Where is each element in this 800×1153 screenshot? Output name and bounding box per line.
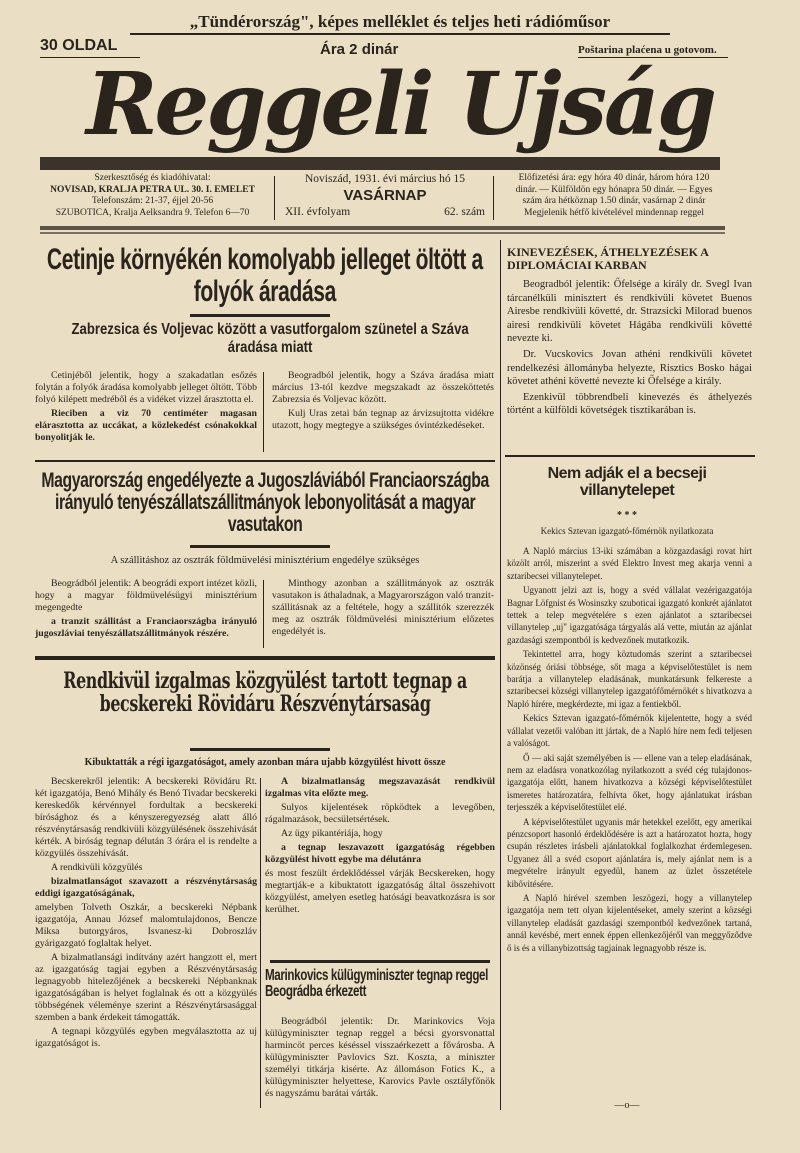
- divider: [505, 455, 755, 457]
- office-line: NOVISAD, KRALJA PETRA UL. 30. I. EMELET: [50, 184, 255, 195]
- divider: [493, 176, 494, 220]
- divider: [270, 960, 490, 963]
- office-line: Szerkesztőség és kiadóhivatal:: [94, 173, 211, 183]
- paragraph: Beogradból jelentik, hogy a Száva áradása miatt március 13-tól kezdve megszakadt az összeköttetés Zabrezsia és Voljevac között.: [272, 370, 494, 405]
- subheadline-rovidaru: Kibuktatták a régi igazgatóságot, amely azonban mára ujabb közgyülést hivott össze: [84, 757, 446, 768]
- paragraph: amelyben Tolveth Oszkár, a becskereki Népbank igazgatója, Annau József malomtulajdonos, Bencze Miksa butorgyáros, Isvanesz-ki Dobroszláv gyárigazgató foglaltak helyet.: [35, 902, 257, 949]
- office-line: Telefonszám: 21-37, éjjel 20-56: [91, 196, 214, 206]
- paragraph: Az ügy pikantériája, hogy: [281, 828, 383, 839]
- paragraph: A bizalmatlanság megszavazását rendkivül izgalmas vita előzte meg.: [265, 776, 495, 799]
- article-column: [265, 1016, 495, 1102]
- paragraph: bizalmatlanságot szavazott a részvénytársaság eddigi igazgatóságának,: [35, 876, 257, 899]
- paragraph: Sulyos kijelentések röpködtek a levegőben, rágalmazások, becsületsértések.: [265, 802, 495, 825]
- paragraph: Tekintettel arra, hogy köztudomás szerint a sztaribecsei közönség óriási többsége, sőt maga a képviselőtestület is nem barátja a villanytelep eladásának, munkatársunk felkereste a sztaribecsei községi villanytelep igazgatófőmérnökét s hivatkozva a Napló hírére, megkérdezte, mi igaz a fentiekből.: [507, 649, 752, 709]
- subheadline-magyarorszag: A szállitáshoz az osztrák földmüvelési minisztérium engedélye szükséges: [110, 555, 420, 566]
- paragraph: a tegnap leszavazott igazgatóság régebben közgyülést hivott egybe ma délutánra: [265, 842, 495, 865]
- divider: [274, 176, 275, 220]
- article-column: [272, 370, 494, 434]
- paragraph: és most feszült érdeklődéssel várják Becskereken, hogy megtartják-e a kibuktatott igazgatóság által összehivott közgyülést, amelyen esetleg hatósági beavatkozásra is sor kerülhet.: [265, 868, 495, 915]
- issue-day: VASÁRNAP: [343, 187, 427, 204]
- divider: [35, 656, 495, 660]
- headline-marinkovics: Marinkovics külügyminiszter tegnap reggel Beográdba érkezett: [265, 967, 489, 1001]
- page-count: 30 OLDAL: [40, 37, 118, 54]
- article-column: [35, 776, 257, 1052]
- paragraph: Beográdból jelentik: A beográdi export intézet közli, hogy a magyar földmüvelésügyi minisztérium megengedte: [35, 578, 257, 613]
- divider: [260, 778, 261, 1108]
- office-line: SZUBOTICA, Kralja Aelksandra 9. Telefon 6—70: [55, 207, 250, 218]
- paragraph: Cetinjéből jelentik, hogy a szakadatlan esőzés folytán a folyók áradása komolyabb jelleget öltött. Több folyó kilépett medréből és a vidéket vizzel árasztotta el.: [35, 370, 257, 405]
- divider: [190, 314, 330, 317]
- issue-date: Noviszád, 1931. évi március hó 15: [304, 173, 465, 185]
- article-column: [507, 278, 752, 420]
- divider: [263, 580, 264, 648]
- paragraph: A Napló hírével szemben leszögezi, hogy a villanytelep igazgatója nem tett olyan kijelentéseket, amely szerint a községi villanytelep eladását gazdasági szempontból kedvezőnek tartaná, annál kevésbé, mert ennek éppen ellenkezőjéről van meggyőződve ő is és a villanybizottság tagjainak legnagyobb része is.: [507, 892, 752, 953]
- article-column: [35, 578, 257, 642]
- paragraph: Becskerekről jelentik: A becskereki Rövidáru Rt. két igazgatója, Benó Mihály és Benó Tivadar becskereki kereskedők kérvénnyel fordultak a becskereki bírósághoz és a kényszeregyezség alatt álló részvénytársaság rendkivüli közgyülésének összehivását kérték. A biróság tegnap délután 3 órára el is rendelte a közgyülés összehivását.: [35, 776, 257, 859]
- paragraph: A tegnapi közgyülés egyben megválasztotta az uj igazgatóságot is.: [35, 1026, 257, 1049]
- separator-stars: * * *: [617, 510, 637, 521]
- article-column: [35, 370, 257, 446]
- subscription-line: szám ára hétköznap 1.50 dinár, vasárnap 2 dinár: [522, 196, 706, 206]
- double-rule: [40, 226, 725, 230]
- paragraph: Ezenkivül többrendbeli kinevezés és áthelyezés történt a külföldi követségek tisztikarában is.: [507, 391, 752, 417]
- office-info: [35, 173, 270, 219]
- volume: XII. évfolyam: [285, 206, 351, 218]
- paragraph: a tranzit szállitást a Franciaországba irányuló jugoszláviai tenyészállatszállitmányok részére.: [35, 616, 257, 639]
- paragraph: Ugyanott jelzi azt is, hogy a svéd vállalat vezérigazgatója Bagnar Löfgnist és Wosinszky szuboticai igazgató konkrét ajánlatot tettek a telep megvételére s ezen ajánlatot a sztaribecsei villanytelep „uj" igazgatósága tárgyalás alá vette, miután az ajánlat gazdasági szempontból is kedvezőnek mutatkozik.: [507, 585, 752, 645]
- divider: [35, 460, 495, 462]
- masthead-bar: [40, 157, 720, 170]
- subscription-line: Megjelenik hétfő kivételével mindennap reggel: [524, 207, 704, 218]
- double-rule: [40, 232, 725, 234]
- headline-magyarorszag: Magyarország engedélyezte a Jugoszláviából Franciaországba irányuló tenyészállatszállitmányok lebonyolitását a magyar vasutakon: [41, 469, 489, 537]
- paragraph: Beográdból jelentik: Dr. Marinkovics Voja külügyminiszter tegnap reggel a bécsi gyorsvonattal harmincöt perces késéssel visszaérkezett a fővárosba. A külügyminiszter Pavlovics Szt. Koszta, a miniszter személyi titkárja kisérte. Az állomáson Fotics K., a külügyminiszter helyettese, Karovics Pavle osztályfőnök és nagyszámu barátai várták.: [265, 1016, 495, 1099]
- paragraph: Minthogy azonban a szállitmányok az osztrák vasutakon is áthaladnak, a Magyarországon való tranzit-szállitásnak az a feltétele, hogy a szállitók szerezzék meg az osztrák földmüvelési minisztérium előzetes engedélyét is.: [272, 578, 494, 637]
- article-column: [265, 776, 495, 918]
- headline-cetinje: Cetinje környékén komolyabb jelleget öltött a folyók áradása: [46, 243, 483, 308]
- issue-info: [285, 173, 485, 218]
- paragraph: A rendkivüli közgyülés: [51, 862, 143, 873]
- price: Ára 2 dinár: [320, 41, 399, 58]
- masthead-logo: Reggeli Ujság: [86, 54, 714, 155]
- subscription-line: Előfizetési ára: egy hóra 40 dinár, három hóra 120: [518, 173, 710, 183]
- paragraph: Kulj Uras zetai bán tegnap az árvizsujtotta vidékre utazott, hogy megtegye a szükséges óvintézkedéseket.: [272, 408, 494, 431]
- paragraph: A Napló március 13-iki számában a közgazdasági rovat hírt közölt arról, miszerint a svéd Elektro Invest meg akarja venni a sztaribecsei villanytelepet.: [507, 546, 752, 581]
- divider: [190, 545, 330, 548]
- subheadline-villanytelep: Kekics Sztevan igazgató-főmérnök nyilatkozata: [540, 526, 714, 536]
- paragraph: Kekics Sztevan igazgató-főmérnök kijelentette, hogy a svéd vállalat vezetői valóban itt jártak, de a Napló híre nem fedi teljesen a valóságot.: [507, 713, 752, 749]
- issue-number: 62. szám: [444, 206, 485, 218]
- paragraph: Dr. Vucskovics Jovan athéni rendkivüli követet rendelkezési állományba helyezte, Risztics Bosko hágai követet athéni követté nevezte ki Őfelsége a király.: [507, 348, 752, 388]
- divider: [190, 748, 330, 751]
- divider: [130, 33, 670, 35]
- postage-note: Poštarina plaćena u gotovom.: [578, 44, 717, 56]
- divider: [263, 372, 264, 452]
- subheadline-cetinje: Zabrezsica és Voljevac között a vasutforgalom szünetel a Száva áradása miatt: [71, 321, 469, 357]
- end-mark: —o—: [614, 1100, 640, 1111]
- headline-villanytelep: Nem adják el a becseji villanytelepet: [547, 465, 707, 499]
- paragraph: Rieciben a viz 70 centiméter magasan elárasztotta az uccákat, a közlekedést csónakokkal bonyolitják le.: [35, 408, 257, 443]
- supplement-banner: „Tündérország", képes melléklet és teljes heti rádióműsor: [189, 12, 611, 31]
- headline-rovidaru: Rendkivül izgalmas közgyülést tartott tegnap a becskereki Rövidáru Részvénytársaság: [63, 668, 467, 718]
- headline-kinevezesek: KINEVEZÉSEK, ÁTHELYEZÉSEK A DIPLOMÁCIAI KARBAN: [507, 245, 709, 272]
- subscription-line: dinár. — Külföldön egy hónapra 50 dinár. — Egyes: [515, 184, 713, 195]
- paragraph: A bizalmatlansági indítvány azért hangzott el, mert az igazgatóság tagjai egyben a Részvénytársaság legnagyobb hitelezőjének a becskereki Népbanknak igazgatóságában is helyet foglalnak és ott a közgyülés többségének véleménye szerint a Részvénytársasággal szemben a bank érdekeit támogatták.: [35, 952, 257, 1023]
- article-column: [272, 578, 494, 640]
- subscription-info: [498, 173, 730, 219]
- paragraph: A képviselőtestület ugyanis már hetekkel ezelőtt, egy amerikai pénzcsoport hasonló érdeklődésére is azt a határozatot hozta, hogy csupán részletes irásbeli ajánlatokkal foglalkozhat érdemlegesen. Ugyanez áll a svéd csoport ajánlatára is, mely ajánlat nem is a megvételre irányult egyedül, hanem az üzlet összetétele kibővitésére.: [507, 816, 752, 889]
- paragraph: Ő — aki saját személyében is — ellene van a telep eladásának, nem az eladásra vonatkozólag nyilatkozott a svéd cég tulajdonos-igazgatója előtt, hanem hivatkozva a községi képviselőtestület ismeretes határozatára, felhívta őket, hogy ajánlatukat irásban terjesszék a képviselőtestület elé.: [507, 752, 752, 813]
- paragraph: Beogradból jelentik: Őfelsége a király dr. Svegl Ivan tárcanélküli minisztert és rendkivüli követet Buenos Airesbe rendkivüli követté, dr. Strazsicki Milorad buenos airesi rendkivüli követet Hágába rendkivüli követté nevezte ki.: [507, 279, 752, 345]
- article-column: [507, 545, 752, 956]
